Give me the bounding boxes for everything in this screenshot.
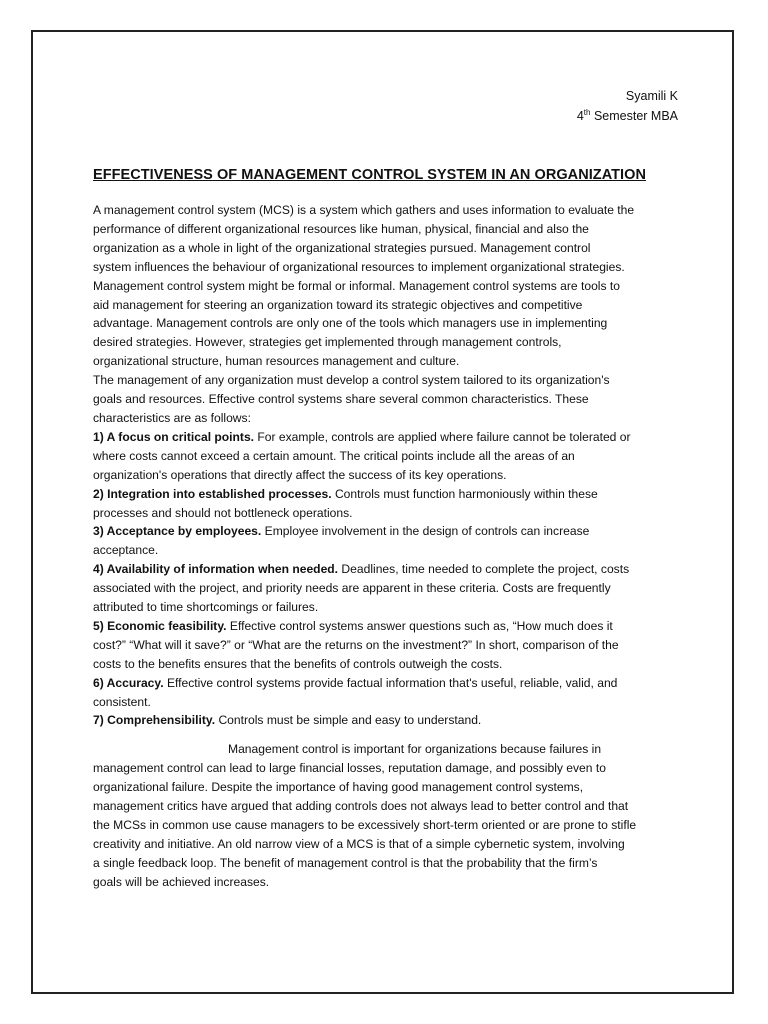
characteristic-heading: 4) Availability of information when needed.: [93, 562, 339, 577]
intro-paragraph: [93, 201, 683, 371]
conclusion-line: Management control is important for organizations because failures in: [228, 742, 602, 757]
characteristics-list: [93, 428, 683, 731]
characteristic-text: Employee involvement in the design of controls can increase: [261, 524, 590, 539]
semester-label: Semester MBA: [590, 109, 678, 123]
characteristic-line: costs to the benefits ensures that the benefits of controls outweigh the costs.: [93, 656, 503, 671]
characteristic-first-line: [93, 560, 683, 579]
conclusion-line: a single feedback loop. The benefit of management control is that the probability that the firm’s: [93, 855, 598, 870]
characteristics-intro-line: The management of any organization must develop a control system tailored to its organization's: [93, 373, 610, 388]
characteristic-first-line: [93, 428, 683, 447]
intro-line: aid management for steering an organization toward its strategic objectives and competitive: [93, 297, 583, 312]
characteristic-item: [93, 617, 683, 674]
characteristic-text: Effective control systems provide factual information that's useful, reliable, valid, and: [163, 675, 618, 690]
characteristic-heading: 1) A focus on critical points.: [93, 429, 255, 444]
characteristic-heading: 5) Economic feasibility.: [93, 618, 227, 633]
characteristic-heading: 2) Integration into established processes.: [93, 486, 332, 501]
characteristic-line: consistent.: [93, 694, 151, 709]
characteristic-item: [93, 522, 683, 560]
author-semester: [577, 106, 678, 126]
semester-number: 4: [576, 109, 584, 123]
conclusion-line: the MCSs in common use cause managers to be excessively short-term oriented or are prone to stifle: [93, 818, 637, 832]
characteristic-first-line: [93, 617, 683, 636]
characteristic-item: [93, 428, 683, 485]
intro-line: Management control system might be formal or informal. Management control systems are tools to: [93, 278, 620, 293]
characteristics-intro-line: goals and resources. Effective control systems share several common characteristics. These: [93, 392, 589, 407]
characteristic-line: organization's operations that directly affect the success of its key operations.: [93, 467, 507, 482]
intro-line: organization as a whole in light of the organizational strategies pursued. Management control: [93, 240, 591, 255]
characteristic-line: attributed to time shortcomings or failures.: [93, 600, 319, 615]
conclusion-line: management control can lead to large financial losses, reputation damage, and possibly even to: [93, 761, 606, 776]
conclusion-line: organizational failure. Despite the importance of having good management control systems,: [93, 780, 584, 795]
characteristic-line: where costs cannot exceed a certain amount. The critical points include all the areas of an: [93, 448, 575, 463]
semester-suffix: th: [583, 107, 591, 117]
document-body: [93, 201, 683, 892]
characteristic-first-line: [93, 711, 683, 730]
characteristic-line: associated with the project, and priority needs are apparent in these criteria. Costs are frequently: [93, 581, 611, 596]
author-name: Syamili K: [625, 89, 678, 103]
characteristic-first-line: [93, 674, 683, 693]
intro-line: organizational structure, human resources management and culture.: [93, 354, 460, 369]
characteristic-first-line: [93, 522, 683, 541]
characteristic-item: [93, 560, 683, 617]
paragraph-gap: [93, 730, 683, 740]
characteristic-line: cost?” “What will it save?” or “What are the returns on the investment?” In short, comparison of the: [93, 637, 619, 652]
intro-line: performance of different organizational resources like human, physical, financial and also the: [93, 221, 589, 236]
characteristic-text: Controls must function harmoniously within these: [331, 486, 598, 501]
characteristic-heading: 6) Accuracy.: [93, 675, 164, 690]
characteristics-intro-line: characteristics are as follows:: [93, 410, 251, 425]
characteristic-text: For example, controls are applied where failure cannot be tolerated or: [254, 429, 631, 444]
characteristic-line: acceptance.: [93, 543, 159, 558]
characteristic-text: Effective control systems answer questions such as, “How much does it: [226, 618, 613, 633]
conclusion-line: management critics have argued that adding controls does not always lead to better control and that: [93, 799, 629, 814]
characteristic-item: [93, 711, 683, 730]
characteristic-first-line: [93, 485, 683, 504]
conclusion-line: goals will be achieved increases.: [93, 874, 270, 889]
intro-line: advantage. Management controls are only one of the tools which managers use in implementing: [93, 316, 608, 331]
characteristic-heading: 3) Acceptance by employees.: [93, 524, 262, 539]
conclusion-line: creativity and initiative. An old narrow view of a MCS is that of a simple cybernetic system, involving: [93, 836, 625, 851]
characteristic-heading: 7) Comprehensibility.: [93, 713, 216, 728]
characteristics-intro: [93, 371, 683, 428]
conclusion-paragraph: [93, 740, 683, 891]
author-block: [577, 86, 678, 126]
characteristic-item: [93, 485, 683, 523]
characteristic-text: Controls must be simple and easy to understand.: [215, 713, 482, 728]
intro-line: system influences the behaviour of organizational resources to implement organizational strategies.: [93, 259, 625, 274]
intro-line: A management control system (MCS) is a system which gathers and uses information to evaluate the: [93, 203, 635, 217]
characteristic-line: processes and should not bottleneck operations.: [93, 505, 353, 520]
characteristic-text: Deadlines, time needed to complete the project, costs: [338, 562, 630, 577]
document-title: EFFECTIVENESS OF MANAGEMENT CONTROL SYSTEM IN AN ORGANIZATION: [93, 167, 646, 183]
characteristic-item: [93, 674, 683, 712]
intro-line: desired strategies. However, strategies get implemented through management controls,: [93, 335, 562, 350]
